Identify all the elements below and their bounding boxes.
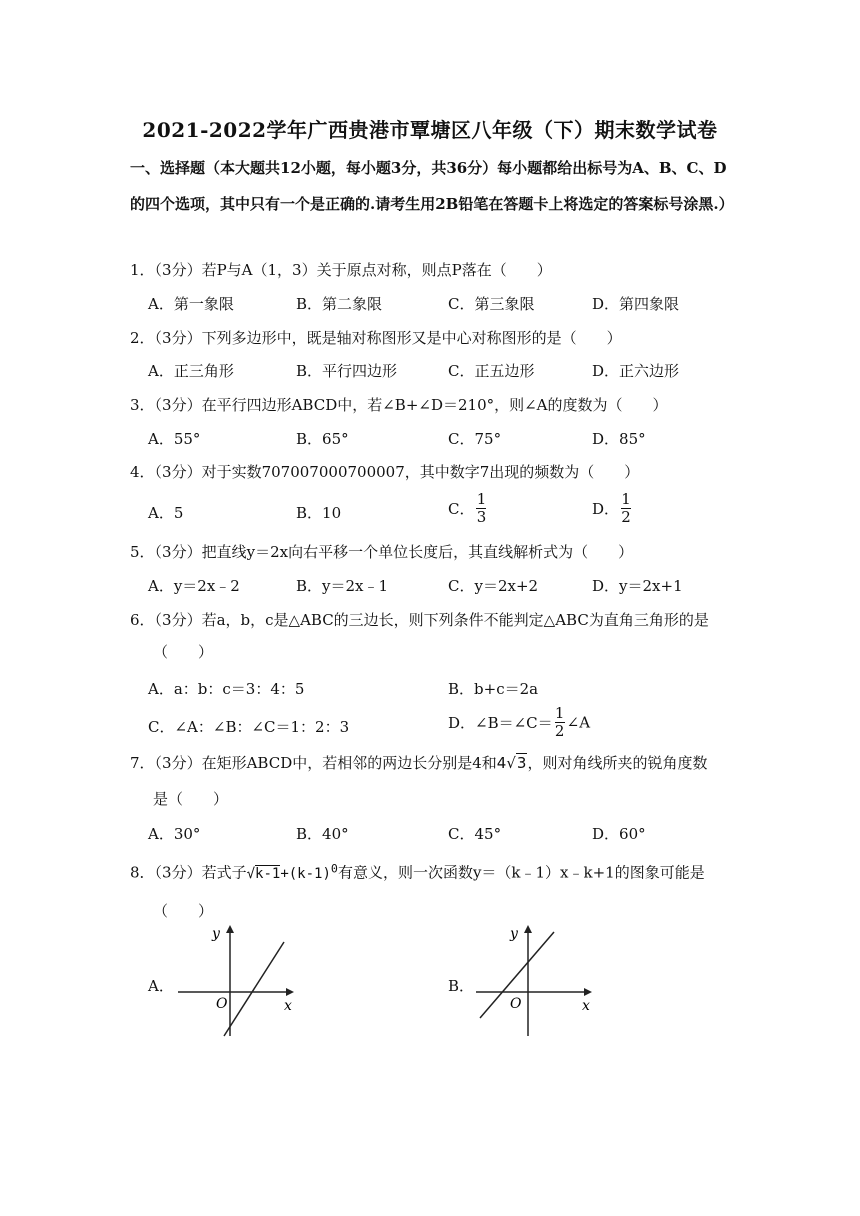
option-d-label: D． xyxy=(592,500,620,518)
numerator: 1 xyxy=(554,704,565,722)
graph-a xyxy=(172,922,302,1040)
denominator: 2 xyxy=(554,722,565,740)
option-d: D．正六边形 xyxy=(592,362,680,380)
option-c: C．y＝2x+2 xyxy=(448,577,539,595)
option-c xyxy=(448,492,488,525)
question-stem: （3分）在矩形ABCD中，若相邻的两边长分别是4和 xyxy=(154,754,497,772)
y-axis-label: y xyxy=(212,926,220,942)
question-stem: （3分）若P与A（1，3）关于原点对称，则点P落在（ ） xyxy=(154,261,552,279)
question-7-bracket: 是（ ） xyxy=(153,790,229,808)
question-number: 1． xyxy=(130,261,155,279)
option-c-label: C． xyxy=(448,500,475,518)
fraction-one-half xyxy=(555,706,565,739)
denominator: 3 xyxy=(476,508,487,526)
option-d: D．85° xyxy=(592,430,646,448)
option-a: A．55° xyxy=(148,430,201,448)
option-b: B．10 xyxy=(296,504,342,522)
option-b: B．b+c＝2a xyxy=(448,680,539,698)
question-7 xyxy=(130,752,740,773)
option-c: C．正五边形 xyxy=(448,362,535,380)
question-4 xyxy=(130,461,740,482)
option-d xyxy=(592,492,633,525)
power-base: +(k-1) xyxy=(280,865,331,882)
question-8-bracket: （ ） xyxy=(153,902,214,920)
fraction-one-half xyxy=(621,492,631,525)
numerator: 1 xyxy=(621,490,631,508)
question-number: 4． xyxy=(130,463,155,481)
question-stem-tail: ，则对角线所夹的锐角度数 xyxy=(527,754,708,772)
question-1 xyxy=(130,259,740,280)
option-d-tail: ∠A xyxy=(566,713,591,732)
question-2 xyxy=(130,327,740,348)
question-6 xyxy=(130,609,740,630)
sqrt-coefficient: 4 xyxy=(496,754,507,772)
option-b: B．40° xyxy=(296,825,349,843)
option-c: C．75° xyxy=(448,430,502,448)
question-number: 5． xyxy=(130,543,155,561)
numerator: 1 xyxy=(476,490,487,508)
option-c: C．∠A：∠B：∠C＝1：2：3 xyxy=(148,718,350,736)
option-a: A． xyxy=(148,977,174,995)
function-line xyxy=(224,942,284,1036)
question-stem: （3分）若式子 xyxy=(154,863,247,882)
fraction-one-third xyxy=(476,492,486,525)
option-a: A．第一象限 xyxy=(148,295,234,313)
option-a: A．a：b：c＝3：4：5 xyxy=(148,680,305,698)
x-axis-arrow-icon xyxy=(286,988,294,996)
option-b: B．平行四边形 xyxy=(296,362,398,380)
option-c: C．第三象限 xyxy=(448,295,535,313)
option-d xyxy=(448,706,590,739)
power-exponent: 0 xyxy=(330,861,338,875)
question-number: 8． xyxy=(130,863,155,882)
question-stem-tail: 有意义，则一次函数y＝（k﹣1）x﹣k+1的图象可能是 xyxy=(337,863,705,882)
question-number: 6． xyxy=(130,611,155,629)
option-a: A．5 xyxy=(148,504,184,522)
radical-expression: $√k-1+(k-1)^0$ xyxy=(246,861,338,882)
x-axis-arrow-icon xyxy=(584,988,592,996)
question-stem: （3分）在平行四边形ABCD中，若∠B+∠D＝210°，则∠A的度数为（ ） xyxy=(154,396,668,414)
x-axis-label: x xyxy=(582,998,590,1014)
question-number: 2． xyxy=(130,329,155,347)
option-a: A．30° xyxy=(148,825,201,843)
x-axis-label: x xyxy=(284,998,292,1014)
graph-b xyxy=(470,922,600,1040)
sqrt-radicand: 3 xyxy=(516,754,527,772)
question-6-bracket: （ ） xyxy=(153,643,214,661)
y-axis-arrow-icon xyxy=(226,925,234,933)
origin-label: O xyxy=(216,996,228,1012)
question-8 xyxy=(130,861,740,883)
origin-label: O xyxy=(510,996,522,1012)
option-b: B． xyxy=(448,977,475,995)
section-heading: 一、选择题（本大题共12小题，每小题3分，共36分）每小题都给出标号为A、B、C、D的四个选项，其中只有一个是正确的.请考生用2B铅笔在答题卡上将选定的答案标号涂黑.） xyxy=(130,159,734,213)
option-d: D．y＝2x+1 xyxy=(592,577,683,595)
question-number: 7． xyxy=(130,754,155,772)
question-stem: （3分）对于实数707007000700007，其中数字7出现的频数为（ ） xyxy=(154,463,640,481)
option-d: D．60° xyxy=(592,825,646,843)
option-b: B．y＝2x﹣1 xyxy=(296,577,389,595)
question-3 xyxy=(130,394,740,415)
option-b: B．65° xyxy=(296,430,349,448)
y-axis-label: y xyxy=(510,926,518,942)
question-stem: （3分）下列多边形中，既是轴对称图形又是中心对称图形的是（ ） xyxy=(154,329,622,347)
question-number: 3． xyxy=(130,396,155,414)
option-a: A．正三角形 xyxy=(148,362,234,380)
question-stem: （3分）把直线y＝2x向右平移一个单位长度后，其直线解析式为（ ） xyxy=(154,543,634,561)
question-5 xyxy=(130,541,740,562)
option-d-label: D．∠B＝∠C＝ xyxy=(448,714,553,732)
denominator: 2 xyxy=(621,508,631,526)
option-c: C．45° xyxy=(448,825,502,843)
option-d: D．第四象限 xyxy=(592,295,680,313)
question-stem: （3分）若a，b，c是△ABC的三边长，则下列条件不能判定△ABC为直角三角形的是 xyxy=(154,611,709,629)
option-a: A．y＝2x﹣2 xyxy=(148,577,240,595)
option-b: B．第二象限 xyxy=(296,295,383,313)
sqrt-expression: 4√3 xyxy=(496,754,527,772)
exam-title: 2021-2022学年广西贵港市覃塘区八年级（下）期末数学试卷 xyxy=(142,118,718,142)
y-axis-arrow-icon xyxy=(524,925,532,933)
radicand: k-1 xyxy=(255,865,281,882)
